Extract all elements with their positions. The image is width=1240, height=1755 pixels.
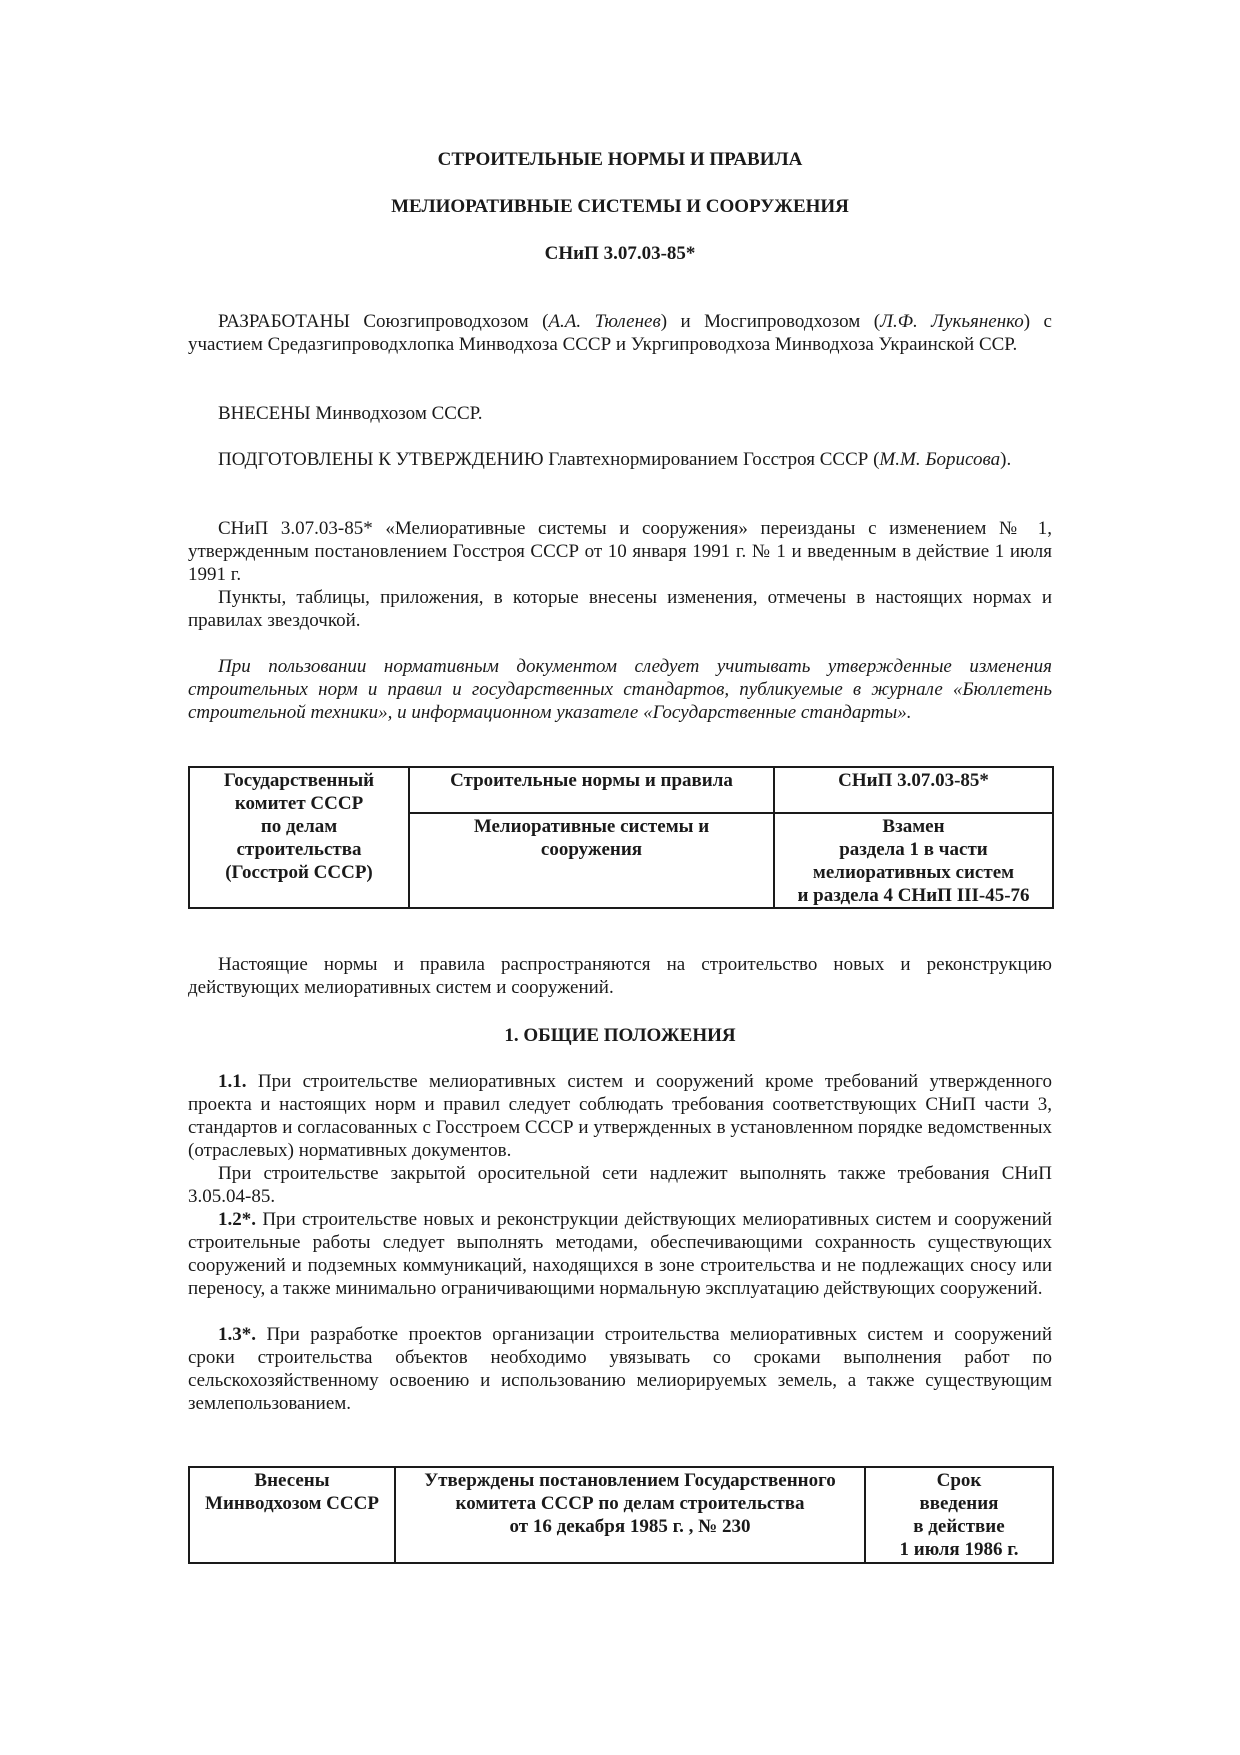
document-title: СТРОИТЕЛЬНЫЕ НОРМЫ И ПРАВИЛА bbox=[437, 149, 803, 170]
prepared-person: М.М. Борисова bbox=[879, 449, 1001, 470]
document-code: СНиП 3.07.03-85* bbox=[544, 243, 696, 264]
code-cell: СНиП 3.07.03-85* bbox=[774, 767, 1053, 813]
title-table bbox=[188, 766, 1054, 909]
introduced-by-cell: Внесены Минводхозом СССР bbox=[189, 1467, 395, 1563]
clause-number: 1.1. bbox=[218, 1071, 247, 1092]
developer-person-2: Л.Ф. Лукьяненко bbox=[880, 311, 1024, 332]
usage-note-paragraph: При пользовании нормативным документом следует учитывать утвержденные изменения строительных норм и правил и государственных стандартов, публикуемые в журнале «Бюллетень строительной техники», и информационном указателе «Государственные стандарты». bbox=[188, 656, 1052, 723]
issuer-cell: Государственный комитет СССР по делам строительства (Госстрой СССР) bbox=[189, 767, 409, 908]
subject-cell: Мелиоративные системы и сооружения bbox=[409, 813, 774, 908]
approved-by-cell: Утверждены постановлением Государственного комитета СССР по делам строительства от 16 декабря 1985 г. , № 230 bbox=[395, 1467, 865, 1563]
republished-paragraph: СНиП 3.07.03-85* «Мелиоративные системы и сооружения» переизданы с изменением № 1, утвержденным постановлением Госстроя СССР от 10 января 1991 г. № 1 и введенным в действие 1 июля 1991 г. bbox=[188, 518, 1052, 585]
scope-paragraph: Настоящие нормы и правила распространяются на строительство новых и реконструкцию действующих мелиоративных систем и сооружений. bbox=[188, 954, 1052, 998]
clause-1-1: 1.1. При строительстве мелиоративных систем и сооружений кроме требований утвержденного проекта и настоящих норм и правил следует соблюдать требования соответствующих СНиП части 3, стандартов и согласованных с Госстроем СССР и утвержденных в установленном порядке ведомственных (отраслевых) нормативных документов. bbox=[188, 1071, 1052, 1161]
prepared-paragraph: ПОДГОТОВЛЕНЫ К УТВЕРЖДЕНИЮ Главтехнормированием Госстроя СССР (М.М. Борисова). bbox=[218, 449, 1012, 470]
clause-1-2: 1.2*. При строительстве новых и реконструкции действующих мелиоративных систем и сооружений строительные работы следует выполнять методами, обеспечивающими сохранность существующих сооружений и подземных коммуникаций, находящихся в зоне строительства и не подлежащих сносу или переносу, а также минимально ограничивающими нормальную эксплуатацию действующих сооружений. bbox=[188, 1209, 1052, 1299]
clause-1-1-continuation: При строительстве закрытой оросительной сети надлежит выполнять также требования СНиП 3.05.04-85. bbox=[188, 1163, 1052, 1207]
developed-paragraph: РАЗРАБОТАНЫ Союзгипроводхозом (А.А. Тюленев) и Мосгипроводхозом (Л.Ф. Лукьяненко) с участием Средазгипроводхлопка Минводхоза СССР и Укргипроводхоза Минводхоза Украинской ССР. bbox=[188, 311, 1052, 355]
developer-person-1: А.А. Тюленев bbox=[548, 311, 661, 332]
clause-1-3: 1.3*. При разработке проектов организации строительства мелиоративных систем и сооружений сроки строительства объектов необходимо увязывать со сроками выполнения работ по сельскохозяйственному освоению и использованию мелиорируемых земель, а также существующим землепользованием. bbox=[188, 1324, 1052, 1414]
section-1-heading: 1. ОБЩИЕ ПОЛОЖЕНИЯ bbox=[504, 1025, 736, 1046]
introduced-paragraph: ВНЕСЕНЫ Минводхозом СССР. bbox=[218, 403, 483, 424]
effective-date-cell: Срок введения в действие 1 июля 1986 г. bbox=[865, 1467, 1053, 1563]
clause-number: 1.2*. bbox=[218, 1209, 256, 1230]
replaces-cell: Взамен раздела 1 в части мелиоративных систем и раздела 4 СНиП III-45-76 bbox=[774, 813, 1053, 908]
norm-type-cell: Строительные нормы и правила bbox=[409, 767, 774, 813]
clause-number: 1.3*. bbox=[218, 1324, 256, 1345]
document-subtitle: МЕЛИОРАТИВНЫЕ СИСТЕМЫ И СООРУЖЕНИЯ bbox=[391, 196, 849, 217]
approval-table bbox=[188, 1466, 1054, 1564]
asterisk-note-paragraph: Пункты, таблицы, приложения, в которые внесены изменения, отмечены в настоящих нормах и правилах звездочкой. bbox=[188, 587, 1052, 631]
developed-label: РАЗРАБОТАНЫ bbox=[218, 311, 350, 332]
